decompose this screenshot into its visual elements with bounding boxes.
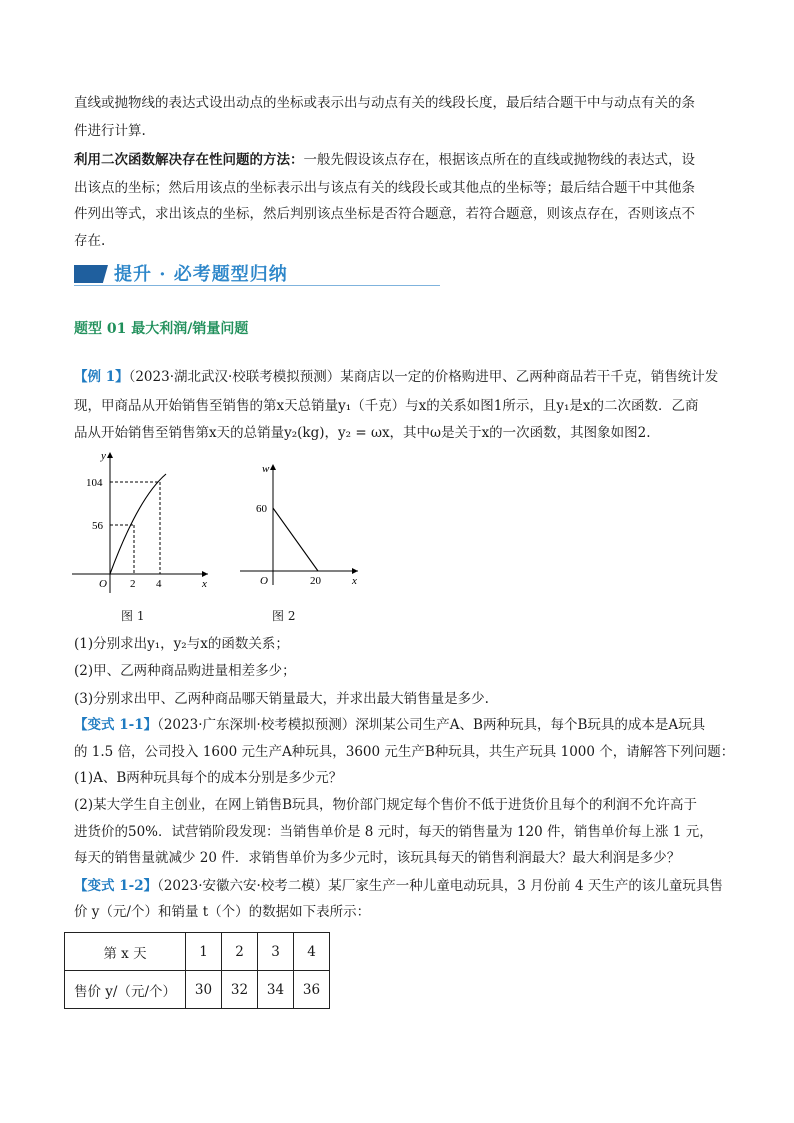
table-cell: 30 — [186, 971, 222, 1009]
fig1-tick-56: 56 — [92, 520, 103, 532]
variant12-tag: 【变式 1-2】 — [74, 878, 158, 894]
variant11-line-1 — [74, 715, 705, 735]
fig1-y-label: y — [101, 450, 106, 462]
table-header-price: 售价 y/（元/个） — [65, 971, 186, 1009]
fig1-origin: O — [99, 578, 107, 590]
variant11-question-2-line-2: 进货价的50%．试营销阶段发现：当销售单价是 8 元时，每天的销售量为 120 件，销售单价每上涨 1 元， — [74, 824, 713, 840]
price-table — [64, 932, 330, 1009]
figure-1 — [68, 448, 218, 598]
variant11-text-1: （2023·广东深圳·校考模拟预测）深圳某公司生产A、B两种玩具，每个B玩具的成本是A玩具 — [157, 717, 706, 733]
method-heading: 利用二次函数解决存在性问题的方法： — [74, 152, 304, 168]
fig2-y-arrow — [270, 464, 276, 470]
fig2-x-arrow — [352, 568, 358, 574]
table-header-day: 第 x 天 — [65, 933, 186, 971]
variant11-question-2-line-1: (2)某大学生自主创业，在网上销售B玩具，物价部门规定每个售价不低于进货价且每个的利润不允许高于 — [74, 797, 698, 813]
method-line-4: 存在. — [74, 233, 106, 249]
intro-line-2: 件进行计算. — [74, 123, 146, 139]
section-header — [74, 262, 440, 286]
example1-line-2: 现，甲商品从开始销售至销售的第x天总销量y₁（千克）与x的关系如图1所示，且y₁是x的二次函数．乙商 — [74, 398, 699, 414]
figure-2 — [236, 460, 366, 590]
table-cell: 3 — [258, 933, 294, 971]
fig1-tick-2: 2 — [130, 578, 136, 590]
example1-question-2: (2)甲、乙两种商品购进量相差多少； — [74, 663, 296, 679]
example1-line-1 — [74, 367, 718, 387]
type-01-title: 题型 01 最大利润/销量问题 — [74, 321, 249, 337]
table-cell: 4 — [294, 933, 330, 971]
fig1-tick-4: 4 — [156, 578, 162, 590]
fig2-tick-60: 60 — [256, 503, 267, 515]
variant11-tag: 【变式 1-1】 — [74, 717, 158, 733]
table-cell: 32 — [222, 971, 258, 1009]
fig2-line — [273, 508, 318, 571]
section-title: 提升 · 必考题型归纳 — [114, 264, 288, 285]
method-line-3: 件列出等式，求出该点的坐标，然后判别该点坐标是否符合题意，若符合题意，则该点存在，否则该点不 — [74, 206, 695, 222]
table-cell: 36 — [294, 971, 330, 1009]
example1-line-3: 品从开始销售至销售第x天的总销量y₂(kg)，y₂ = ωx，其中ω是关于x的一次函数，其图象如图2. — [74, 425, 651, 441]
variant12-line-1 — [74, 876, 723, 896]
fig1-x-label: x — [202, 578, 207, 590]
variant12-text-1: （2023·安徽六安·校考二模）某厂家生产一种儿童电动玩具，3 月份前 4 天生产的该儿童玩具售 — [157, 878, 723, 894]
fig1-tick-104: 104 — [86, 477, 103, 489]
variant11-question-2-line-3: 每天的销售量就减少 20 件．求销售单价为多少元时，该玩具每天的销售利润最大？最大利润是多少？ — [74, 850, 681, 866]
method-line-1 — [74, 150, 695, 170]
example1-tag: 【例 1】 — [74, 369, 129, 385]
fig1-x-arrow — [202, 571, 208, 577]
section-header-marker — [74, 265, 108, 283]
method-line-2: 出该点的坐标；然后用该点的坐标表示出与该点有关的线段长或其他点的坐标等；最后结合题干中其他条 — [74, 180, 695, 196]
table-row — [65, 933, 330, 971]
fig1-curve — [110, 474, 166, 574]
method-text: 一般先假设该点存在，根据该点所在的直线或抛物线的表达式，设 — [303, 152, 695, 168]
section-underline — [74, 285, 440, 286]
fig2-origin: O — [260, 575, 268, 587]
fig2-y-label: w — [262, 463, 270, 475]
variant12-line-2: 价 y（元/个）和销量 t（个）的数据如下表所示： — [74, 904, 371, 920]
fig1-y-arrow — [107, 452, 113, 458]
table-cell: 2 — [222, 933, 258, 971]
example1-text-1: （2023·湖北武汉·校联考模拟预测）某商店以一定的价格购进甲、乙两种商品若干千克，销售统计发 — [128, 369, 719, 385]
example1-question-1: (1)分别求出y₁，y₂与x的函数关系； — [74, 636, 289, 652]
variant11-question-1: (1)A、B两种玩具每个的成本分别是多少元？ — [74, 770, 343, 786]
table-cell: 34 — [258, 971, 294, 1009]
variant11-line-2: 的 1.5 倍，公司投入 1600 元生产A种玩具，3600 元生产B种玩具，共生产玩具 1000 个，请解答下列问题： — [74, 744, 735, 760]
fig2-tick-20: 20 — [310, 575, 321, 587]
table-row — [65, 971, 330, 1009]
fig2-caption: 图 2 — [272, 609, 296, 623]
fig2-x-label: x — [352, 575, 357, 587]
intro-line-1: 直线或抛物线的表达式设出动点的坐标或表示出与动点有关的线段长度，最后结合题干中与动点有关的条 — [74, 95, 695, 111]
table-cell: 1 — [186, 933, 222, 971]
fig1-caption: 图 1 — [121, 609, 145, 623]
example1-question-3: (3)分别求出甲、乙两种商品哪天销量最大，并求出最大销售量是多少. — [74, 691, 489, 707]
